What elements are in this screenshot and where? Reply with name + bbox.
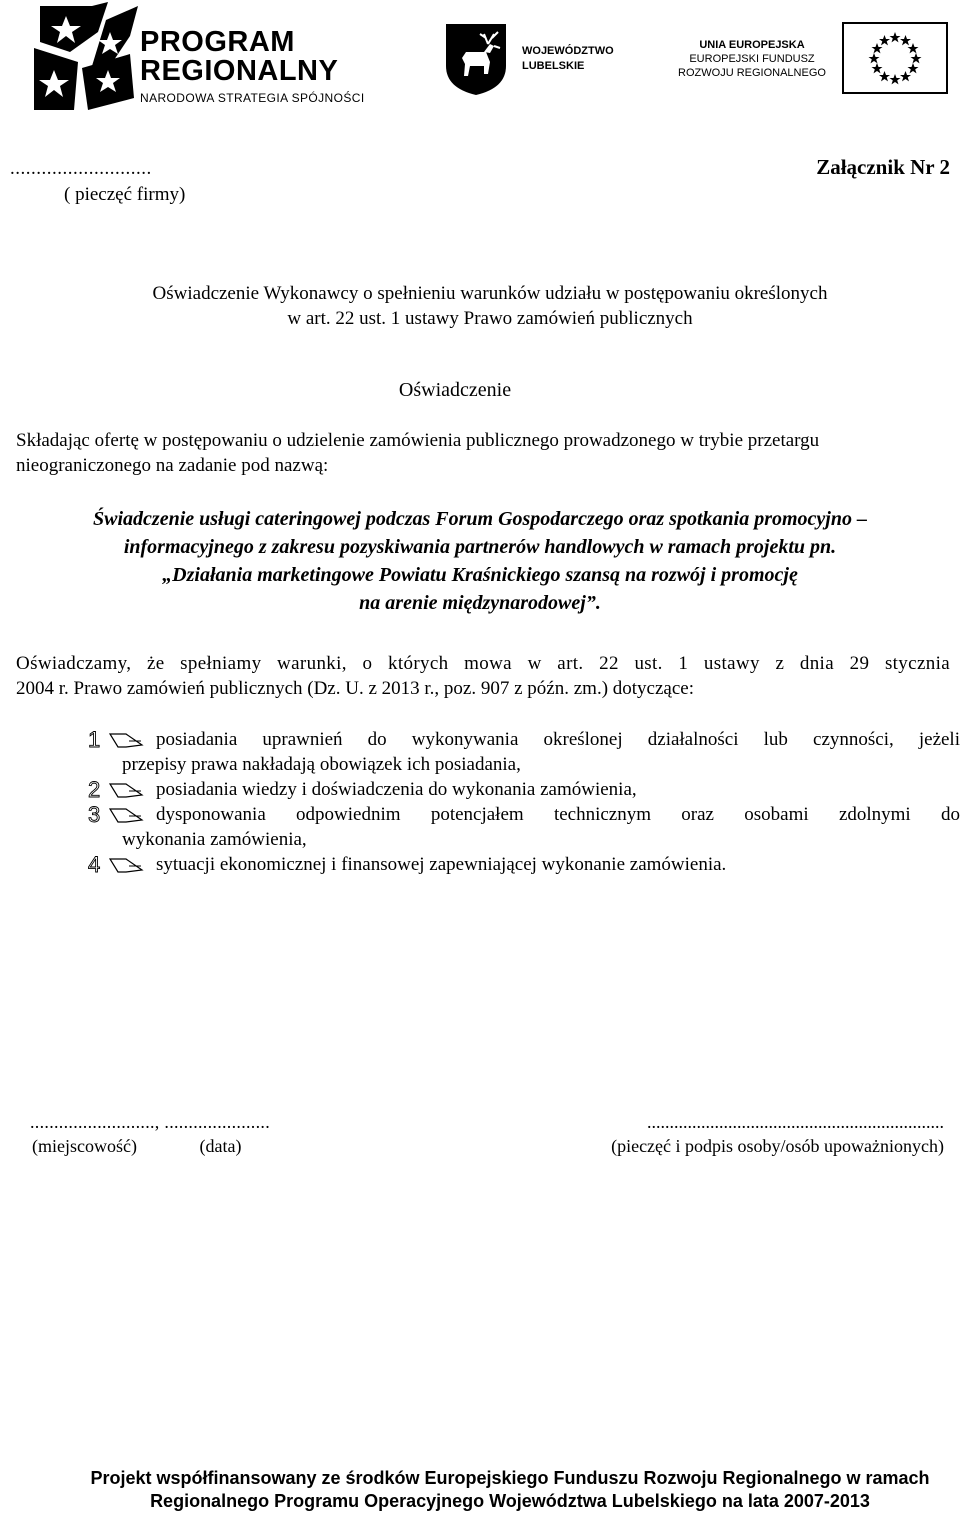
number-1-icon: [86, 726, 150, 752]
cofinancing-footer: [0, 1467, 960, 1513]
firm-stamp-label: ( pieczęć firmy): [64, 184, 186, 205]
signature-field: [611, 1110, 944, 1158]
statement-paragraph: [16, 651, 950, 701]
statement-line1: Oświadczamy, że spełniamy warunki, o których mowa w art. 22 ust. 1 ustawy z dnia 29 stycznia: [16, 653, 950, 674]
list-item: [86, 852, 960, 877]
eu-logo: [676, 22, 950, 96]
program-logo-line3: NARODOWA STRATEGIA SPÓJNOŚCI: [140, 91, 365, 105]
eu-logo-line1: UNIA EUROPEJSKA: [699, 39, 805, 51]
deer-shield-icon: [444, 22, 508, 96]
eu-logo-line2: EUROPEJSKI FUNDUSZ: [689, 53, 815, 65]
place-date-field: [30, 1110, 270, 1158]
program-regionalny-logo: [34, 2, 394, 110]
task-title-line3: „Działania marketingowe Powiatu Kraśnickiego szansą na rozwój i promocję: [162, 564, 798, 586]
condition-2-line1: posiadania wiedzy i doświadczenia do wykonania zamówienia,: [156, 779, 637, 800]
number-4-icon: [86, 851, 150, 877]
footer-line2: Regionalnego Programu Operacyjnego Województwa Lubelskiego na lata 2007-2013: [150, 1491, 870, 1511]
signature-dots: ..................................................................: [647, 1112, 944, 1132]
section-title: Oświadczenie: [398, 379, 512, 401]
intro-paragraph: [16, 428, 958, 478]
place-label: (miejscowość): [32, 1136, 137, 1156]
number-2-icon: [86, 776, 150, 802]
logo-bar: [0, 0, 960, 112]
number-2-glyph: 2: [88, 777, 101, 802]
intro-line1: Składając ofertę w postępowaniu o udzielenie zamówienia publicznego prowadzonego w trybie przetargu: [16, 430, 820, 451]
document-heading-line1: Oświadczenie Wykonawcy o spełnieniu warunków udziału w postępowaniu określonych: [152, 283, 828, 304]
firm-stamp-field: [10, 156, 185, 208]
conditions-list: [86, 727, 960, 877]
intro-line2: nieograniczonego na zadanie pod nazwą:: [16, 455, 329, 476]
condition-4-line1: sytuacji ekonomicznej i finansowej zapewniającej wykonanie zamówienia.: [156, 854, 727, 875]
list-item: [86, 802, 960, 852]
eu-logo-line3: ROZWOJU REGIONALNEGO: [678, 67, 826, 79]
program-logo-line2: REGIONALNY: [140, 55, 339, 87]
region-logo-line2: LUBELSKIE: [522, 60, 585, 72]
number-4-glyph: 4: [88, 852, 101, 877]
condition-3-line2: wykonania zamówienia,: [122, 829, 307, 850]
list-item: [86, 727, 960, 777]
eu-flag-icon: [842, 22, 948, 94]
region-logo-line1: WOJEWÓDZTWO: [522, 45, 614, 57]
signature-label: (pieczęć i podpis osoby/osób upoważnionych): [611, 1136, 944, 1156]
number-3-icon: [86, 801, 150, 827]
condition-3-line1: dysponowania odpowiednim potencjałem technicznym oraz osobami zdolnymi do: [156, 804, 960, 825]
condition-1-line2: przepisy prawa nakładają obowiązek ich posiadania,: [122, 754, 521, 775]
stars-icon: [34, 2, 140, 110]
statement-line2: 2004 r. Prawo zamówień publicznych (Dz. U. z 2013 r., poz. 907 z późn. zm.) dotyczące:: [16, 678, 694, 699]
footer-line1: Projekt współfinansowany ze środków Europejskiego Funduszu Rozwoju Regionalnego w ramach: [90, 1468, 930, 1488]
list-item: [86, 777, 960, 802]
document-heading-line2: w art. 22 ust. 1 ustawy Prawo zamówień publicznych: [287, 308, 693, 329]
firm-stamp-dots: ...........................: [10, 158, 152, 179]
condition-1-line1: posiadania uprawnień do wykonywania określonej działalności lub czynności, jeżeli: [156, 729, 960, 750]
attachment-number: Załącznik Nr 2: [816, 155, 950, 179]
wojewodztwo-lubelskie-logo: [444, 22, 634, 96]
task-title: [0, 505, 960, 617]
program-logo-line1: PROGRAM: [140, 26, 295, 58]
task-title-line4: na arenie międzynarodowej”.: [359, 592, 601, 614]
place-date-dots: .........................., ......................: [30, 1112, 270, 1132]
number-1-glyph: 1: [88, 727, 101, 752]
number-3-glyph: 3: [88, 802, 101, 827]
document-heading: [50, 281, 930, 331]
date-label: (data): [199, 1136, 242, 1156]
task-title-line1: Świadczenie usługi cateringowej podczas Forum Gospodarczego oraz spotkania promocyjno –: [93, 508, 867, 530]
task-title-line2: informacyjnego z zakresu pozyskiwania partnerów handlowych w ramach projektu pn.: [123, 536, 837, 558]
